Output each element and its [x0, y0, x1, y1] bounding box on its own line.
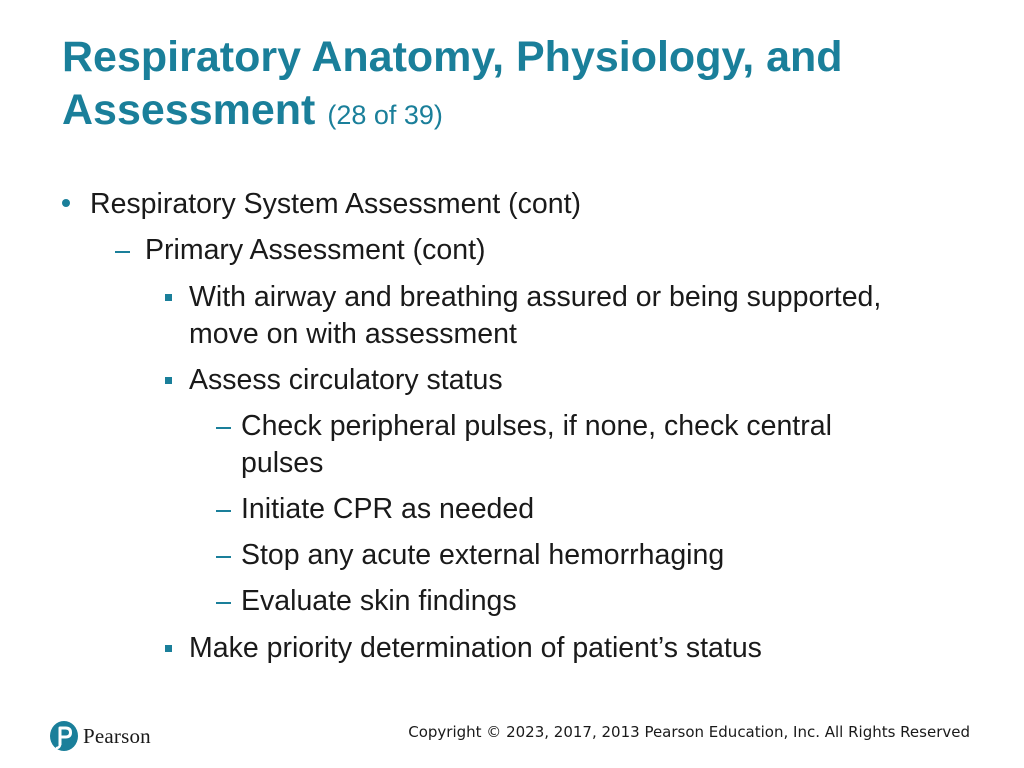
bullet-dash-icon [216, 602, 231, 604]
copyright-notice: Copyright © 2023, 2017, 2013 Pearson Education, Inc. All Rights Reserved [408, 723, 970, 741]
bullet-dash-icon [115, 251, 130, 253]
bullet-level3-priority: Make priority determination of patient’s status [189, 632, 762, 664]
bullet-dot-icon [62, 199, 70, 207]
pearson-p-icon [50, 721, 78, 751]
bullet-square-icon [165, 377, 172, 384]
slide-title [62, 31, 962, 142]
bullet-level4-hemorrhaging: Stop any acute external hemorrhaging [241, 539, 725, 571]
bullet-level4-cpr: Initiate CPR as needed [241, 493, 535, 525]
bullet-dash-icon [216, 510, 231, 512]
bullet-level2-primary-assessment: Primary Assessment (cont) [145, 234, 486, 266]
bullet-level4-pulses-line1: Check peripheral pulses, if none, check central [241, 410, 832, 442]
bullet-level3-circulatory: Assess circulatory status [189, 364, 503, 396]
bullet-square-icon [165, 645, 172, 652]
pearson-wordmark: Pearson [83, 723, 151, 748]
bullet-level4-pulses-line2: pulses [241, 447, 324, 479]
bullet-level3-airway-line1: With airway and breathing assured or being supported, [189, 281, 882, 313]
bullet-dash-icon [216, 427, 231, 429]
pearson-logo [50, 718, 151, 754]
pearson-p-glyph-icon [50, 721, 78, 751]
bullet-level3-airway-line2: move on with assessment [189, 318, 517, 350]
bullet-square-icon [165, 294, 172, 301]
slide-title-main: Respiratory Anatomy, Physiology, and Assessment [62, 33, 843, 134]
bullet-level1-respiratory-system: Respiratory System Assessment (cont) [90, 188, 581, 220]
bullet-dash-icon [216, 556, 231, 558]
slide-counter: (28 of 39) [327, 100, 443, 130]
bullet-level4-skin: Evaluate skin findings [241, 585, 517, 617]
